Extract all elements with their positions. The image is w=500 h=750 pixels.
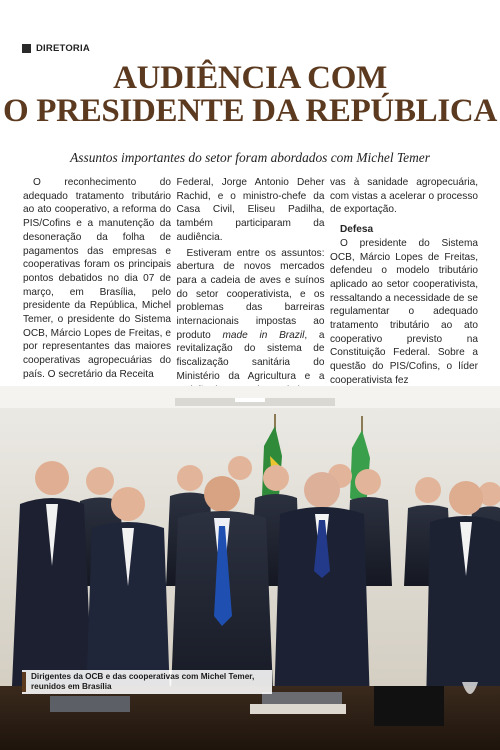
- column-3: [330, 176, 478, 386]
- caption-line-2: reunidos em Brasília: [31, 682, 112, 691]
- column-1-paragraph: O reconhecimento do adequado tratamento tributário ao ato cooperativo, a reforma do PIS/Cofins e a manutenção da desoneração da folha de pagamentos das empresas e cooperativas foram os principais pontos debatidos no dia 07 de março, em Brasília, pelo presidente da República, Michel Temer, o presidente do Sistema OCB, Márcio Lopes de Freitas, e por representantes das maiores cooperativas agropecuárias do país. O secretário da Receita: [23, 177, 171, 380]
- article-body: [23, 176, 478, 386]
- column-2-text-b: , a revitalização do sistema de fiscalização sanitária do Ministério da Agricultura e a: [176, 329, 325, 382]
- subtitle: Assuntos importantes do setor foram abordados com Michel Temer: [70, 150, 430, 165]
- group-photo-illustration: [0, 386, 500, 750]
- column-2-emphasis: made in Brazil: [222, 329, 305, 341]
- column-2-text-a: Estiveram entre os assuntos: abertura de novos mercados para a cadeia de aves e suínos do setor cooperativista, e os problemas das barreiras internacionais impostas ao produto: [176, 247, 325, 341]
- section-square-icon: [22, 44, 31, 53]
- headline-line-2: O PRESIDENTE DA REPÚBLICA: [2, 93, 497, 129]
- column-1: [23, 176, 171, 382]
- column-3-paragraph-2: O presidente do Sistema OCB, Márcio Lopes de Freitas, defendeu o modelo tributário aplicado ao setor cooperativista, ressaltando a necessidade de se regulamentar o adequado tratamento tributário ao ato cooperativo previsto na Constituição Federal. Sobre a questão do PIS/Cofins, o líder cooperativista fez: [330, 237, 478, 386]
- headline-line-1: AUDIÊNCIA COM: [113, 60, 387, 96]
- column-2: [177, 176, 325, 382]
- section-tag: [22, 42, 90, 54]
- group-photo: [0, 386, 500, 750]
- column-3-paragraph-1: vas à sanidade agropecuária, com vistas a acelerar o processo de exportação.: [330, 177, 478, 216]
- caption-line-1: Dirigentes da OCB e das cooperativas com Michel Temer,: [31, 672, 255, 681]
- caption-accent-bar: [22, 672, 26, 692]
- column-2-paragraph-1: Federal, Jorge Antonio Deher Rachid, e o ministro-chefe da Casa Civil, Eliseu Padilha, também participaram da audiência.: [176, 177, 325, 243]
- headline: [0, 62, 500, 128]
- photo-caption: [22, 670, 272, 694]
- section-label: DIRETORIA: [36, 42, 90, 54]
- column-2-paragraph-2: [177, 247, 325, 398]
- column-3-heading: Defesa: [340, 224, 374, 236]
- caption-text: [31, 672, 254, 692]
